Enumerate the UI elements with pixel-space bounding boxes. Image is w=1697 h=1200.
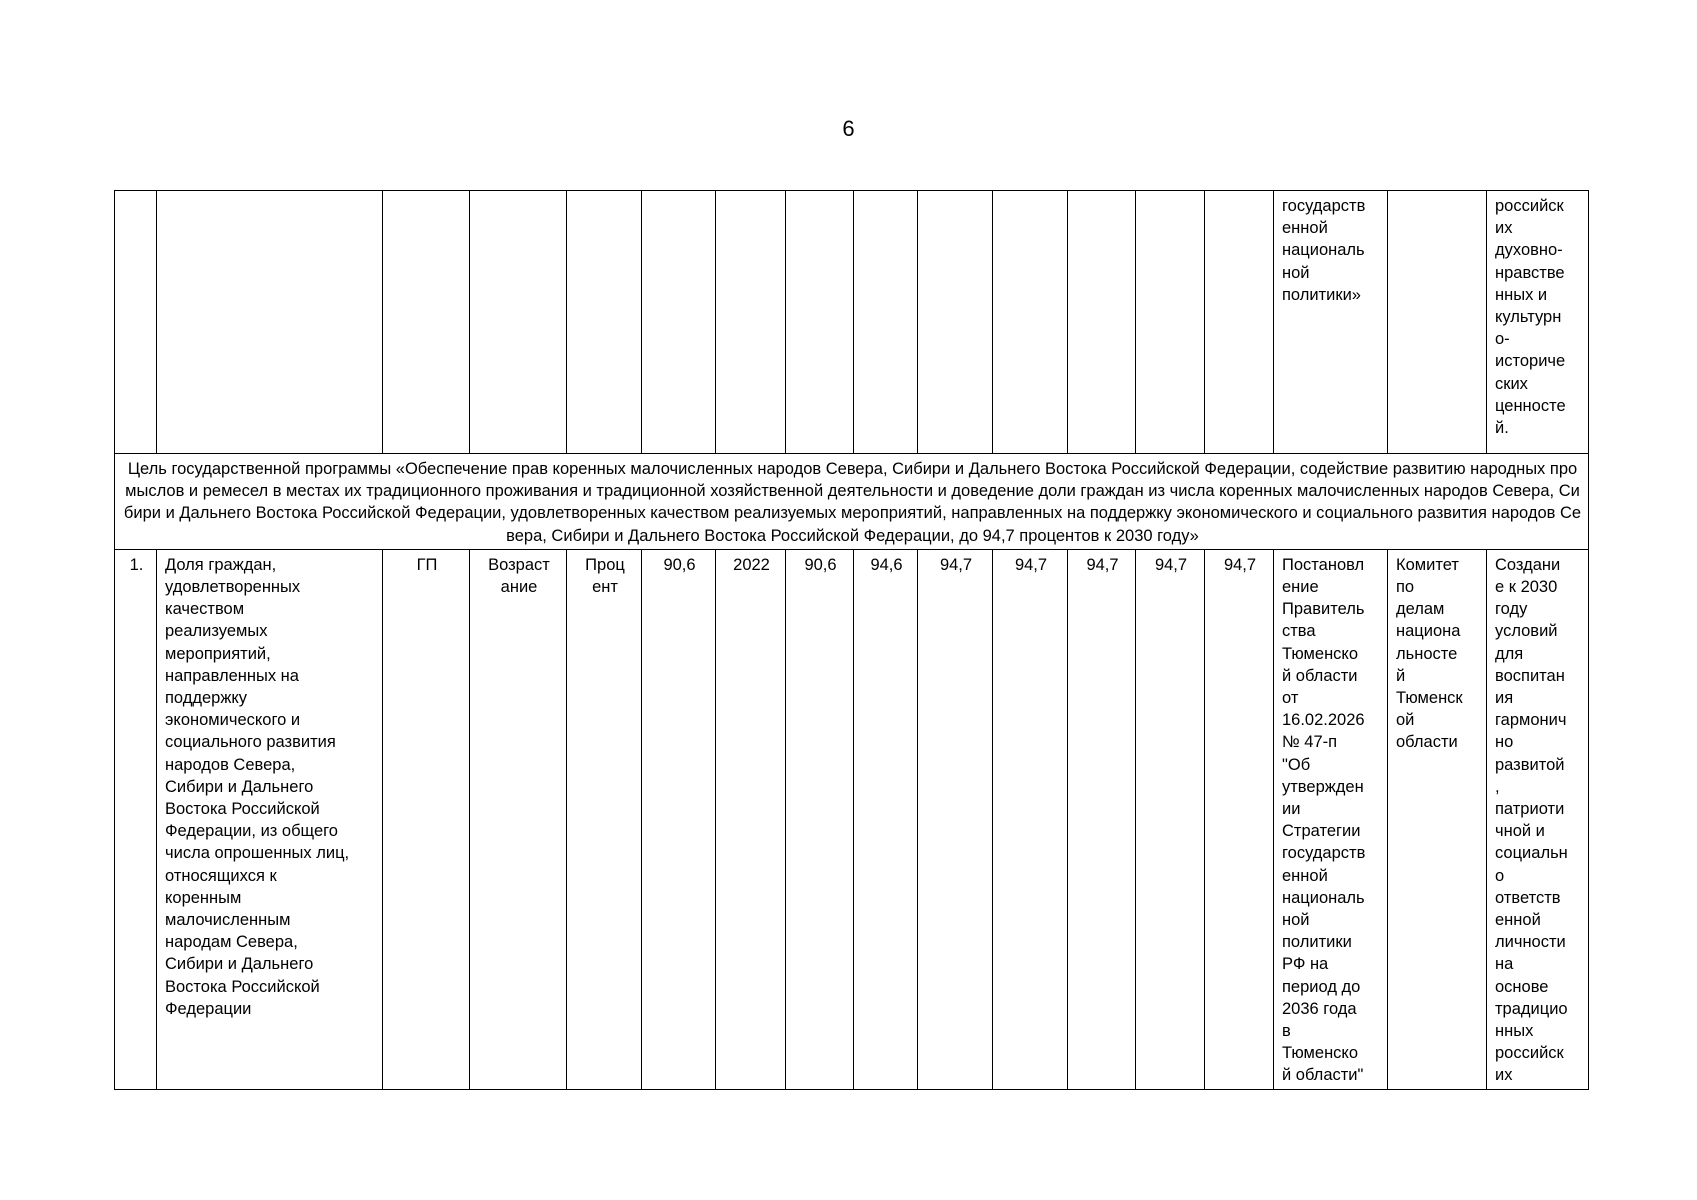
indicators-table	[114, 190, 1589, 1090]
program-goal-text: Цель государственной программы «Обеспечение прав коренных малочисленных народов Севера, Сибири и Дальнего Востока Российской Федерации, содействие развитию народных промыслов и ремесел в местах их традиционного проживания и традиционной хозяйственной деятельности и доведение доли граждан из числа коренных малочисленных народов Севера, Сибири и Дальнего Востока Российской Федерации, удовлетворенных качеством реализуемых мероприятий, направленных на поддержку экономического и социального развития народов Севера, Сибири и Дальнего Востока Российской Федерации, до 94,7 процентов к 2030 году»	[115, 454, 1589, 550]
indicator-value: 94,7	[1136, 549, 1205, 1089]
responsible-body: Комитет по делам национа льносте й Тюменск ой области	[1388, 549, 1487, 1089]
indicator-trend: Возраст ание	[470, 549, 567, 1089]
cont-value-cell	[1136, 191, 1205, 454]
cont-value-cell	[918, 191, 993, 454]
indicator-name: Доля граждан, удовлетворенных качеством реализуемых мероприятий, направленных на поддержку экономического и социального развития народов Севера, Сибири и Дальнего Востока Российской Федерации, из общего числа опрошенных лиц, относящихся к коренным малочисленным народам Севера, Сибири и Дальнего Востока Российской Федерации	[157, 549, 383, 1089]
cont-value-cell	[993, 191, 1068, 454]
national-goal-link: Создани е к 2030 году условий для воспитан ия гармонич но развитой , патриоти чной и социальн о ответств енной личности на основе традицио нных российск их	[1487, 549, 1589, 1089]
indicator-level: ГП	[383, 549, 470, 1089]
indicator-value: 94,7	[993, 549, 1068, 1089]
cont-result-cell: российск их духовно- нравстве нных и культурн о- историче ских ценносте й.	[1487, 191, 1589, 454]
cont-level-cell	[383, 191, 470, 454]
cont-value-cell	[786, 191, 854, 454]
cont-value-cell	[1205, 191, 1274, 454]
indicator-value: 94,7	[918, 549, 993, 1089]
continuation-row	[115, 191, 1589, 454]
cont-base-year-cell	[716, 191, 786, 454]
cont-document-cell: государств енной националь ной политики»	[1274, 191, 1388, 454]
indicator-value: 90,6	[786, 549, 854, 1089]
table-row	[115, 549, 1589, 1089]
cont-num-cell	[115, 191, 157, 454]
row-number: 1.	[115, 549, 157, 1089]
cont-trend-cell	[470, 191, 567, 454]
indicator-value: 94,6	[854, 549, 918, 1089]
strategy-document: Постановл ение Правитель ства Тюменско й области от 16.02.2026 № 47-п "Об утвержден ии Стратегии государств енной националь ной политики РФ на период до 2036 года в Тюменско й области"	[1274, 549, 1388, 1089]
indicator-value: 94,7	[1068, 549, 1136, 1089]
cont-value-cell	[1068, 191, 1136, 454]
indicator-value: 94,7	[1205, 549, 1274, 1089]
cont-responsible-cell	[1388, 191, 1487, 454]
base-year: 2022	[716, 549, 786, 1089]
cont-name-cell	[157, 191, 383, 454]
cont-unit-cell	[567, 191, 642, 454]
base-value: 90,6	[642, 549, 716, 1089]
goal-row	[115, 454, 1589, 550]
cont-base-value-cell	[642, 191, 716, 454]
cont-value-cell	[854, 191, 918, 454]
indicator-unit: Проц ент	[567, 549, 642, 1089]
page-number: 6	[842, 116, 855, 141]
